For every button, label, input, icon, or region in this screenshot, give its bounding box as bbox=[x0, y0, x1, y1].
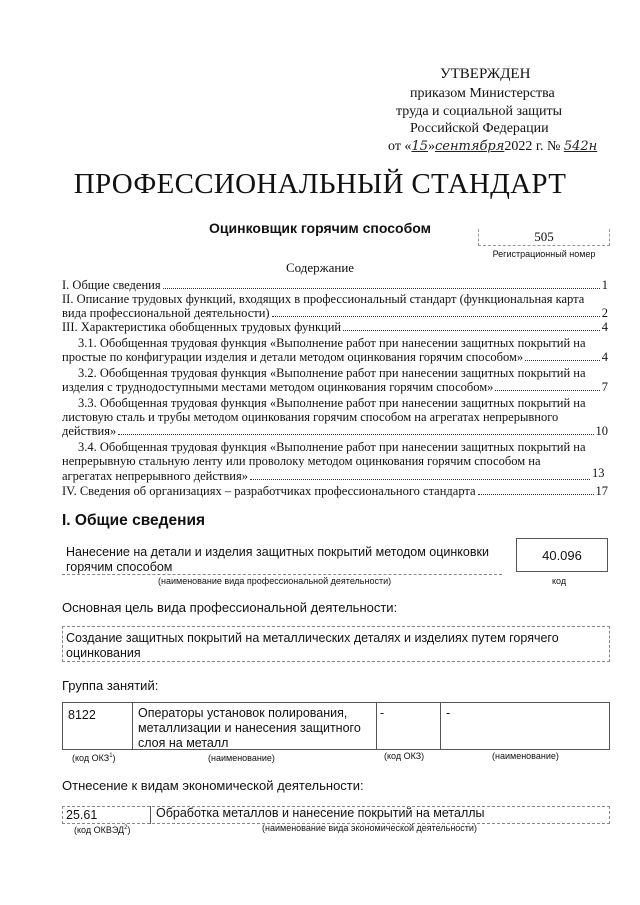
toc-item[interactable] bbox=[62, 350, 608, 364]
approval-date-line bbox=[388, 139, 597, 155]
document-subtitle: Оцинковщик горячим способом bbox=[209, 220, 431, 236]
activity-name: Нанесение на детали и изделия защитных покрытий методом оцинковки bbox=[66, 545, 489, 559]
divider bbox=[132, 702, 133, 750]
toc-item-text: 3.1. Обобщенная трудовая функция «Выполнение работ при нанесении защитных покрытий на bbox=[78, 336, 586, 350]
okz-label: (код ОКЗ$^1$) bbox=[72, 753, 116, 763]
toc-page-number: 13 bbox=[592, 466, 605, 480]
toc-item-text: агрегатах непрерывного действия» bbox=[62, 469, 248, 483]
okz-code: 8122 bbox=[68, 708, 96, 722]
toc-page-number: 4 bbox=[601, 350, 608, 364]
divider bbox=[376, 702, 377, 750]
toc-page-number: 10 bbox=[595, 424, 608, 438]
toc-item[interactable] bbox=[62, 278, 608, 292]
occupation-name: - bbox=[446, 706, 451, 720]
toc-item-text: 3.2. Обобщенная трудовая функция «Выполнение работ при нанесении защитных покрытий на bbox=[78, 366, 586, 380]
divider bbox=[440, 702, 441, 750]
date-year: 2022 г. № bbox=[504, 139, 561, 154]
toc-item-text: действия» bbox=[62, 424, 117, 438]
okved-name-label: (наименование вида экономической деятельности) bbox=[262, 823, 477, 833]
toc-page-number: 2 bbox=[601, 306, 608, 320]
toc-item-text: IV. Сведения об организациях – разработчиках профессионального стандарта bbox=[62, 484, 476, 498]
toc-item-text: 3.4. Обобщенная трудовая функция «Выполнение работ при нанесении защитных покрытий на bbox=[78, 440, 586, 454]
document-title: ПРОФЕССИОНАЛЬНЫЙ СТАНДАРТ bbox=[73, 168, 567, 200]
code-label: код bbox=[552, 576, 567, 586]
toc-item[interactable] bbox=[62, 484, 608, 498]
economic-heading: Отнесение к видам экономической деятельности: bbox=[62, 778, 364, 793]
date-day: 15 bbox=[411, 139, 428, 154]
group-heading: Группа занятий: bbox=[62, 678, 159, 693]
okved-code: 25.61 bbox=[66, 808, 98, 822]
date-mid: » bbox=[427, 139, 435, 154]
okved-code-label: (код ОКВЭД$^2$) bbox=[74, 825, 131, 835]
toc-item-text: III. Характеристика обобщенных трудовых функций bbox=[62, 320, 342, 334]
goal-text: оцинкования bbox=[66, 646, 141, 660]
okz-code: - bbox=[380, 706, 385, 720]
toc-item[interactable] bbox=[62, 469, 592, 483]
toc-page-number: 17 bbox=[595, 484, 608, 498]
toc-item-text: II. Описание трудовых функций, входящих в профессиональный стандарт (функциональная карта bbox=[62, 292, 585, 306]
occupation-name: металлизации и нанесения защитного bbox=[138, 721, 361, 735]
toc-item-text: простые по конфигурации изделия и детали методом оцинкования горячим способом» bbox=[62, 350, 524, 364]
section-heading: I. Общие сведения bbox=[62, 512, 206, 529]
activity-name: горячим способом bbox=[66, 560, 173, 574]
toc-item[interactable] bbox=[62, 424, 608, 438]
divider bbox=[62, 574, 502, 575]
toc-item-text: I. Общие сведения bbox=[62, 278, 161, 292]
toc-item-text: непрерывную стальную ленту или проволоку методом оцинкования горячим способом на bbox=[62, 454, 541, 468]
activity-name-label: (наименование вида профессиональной деятельности) bbox=[158, 576, 392, 586]
toc-item[interactable] bbox=[62, 320, 608, 334]
date-prefix: от « bbox=[388, 139, 412, 154]
date-month: сентября bbox=[434, 139, 505, 154]
approval-line: приказом Министерства bbox=[410, 86, 555, 101]
toc-page-number: 4 bbox=[601, 320, 608, 334]
approval-line: Российской Федерации bbox=[410, 121, 549, 136]
registration-number: 505 bbox=[478, 229, 610, 246]
toc-item-text: листовую сталь и трубы методом оцинкования горячим способом на агрегатах непрерывного bbox=[62, 410, 559, 424]
name-label: (наименование) bbox=[208, 753, 275, 763]
toc-page-number: 7 bbox=[601, 380, 608, 394]
toc-item-text: изделия с труднодоступными местами методом оцинкования горячим способом» bbox=[62, 380, 494, 394]
okz-label: (код ОКЗ) bbox=[384, 751, 425, 761]
name-label: (наименование) bbox=[492, 751, 559, 761]
toc-heading: Содержание bbox=[285, 260, 355, 275]
divider bbox=[150, 806, 151, 824]
order-number: 542н bbox=[563, 139, 598, 154]
toc-page-number: 1 bbox=[601, 278, 608, 292]
approval-heading: УТВЕРЖДЕН bbox=[440, 66, 531, 82]
toc-item[interactable] bbox=[62, 306, 608, 320]
goal-text: Создание защитных покрытий на металлических деталях и изделиях путем горячего bbox=[66, 631, 559, 645]
occupation-name: слоя на металл bbox=[138, 736, 229, 750]
toc-item-text: вида профессиональной деятельности) bbox=[62, 306, 270, 320]
occupation-name: Операторы установок полирования, bbox=[138, 706, 348, 720]
goal-heading: Основная цель вида профессиональной деятельности: bbox=[62, 600, 398, 615]
toc-item[interactable] bbox=[62, 380, 608, 394]
approval-line: труда и социальной защиты bbox=[396, 104, 562, 119]
okved-name: Обработка металлов и нанесение покрытий на металлы bbox=[156, 806, 485, 820]
toc-item-text: 3.3. Обобщенная трудовая функция «Выполнение работ при нанесении защитных покрытий на bbox=[78, 396, 586, 410]
activity-code: 40.096 bbox=[542, 548, 582, 563]
registration-label: Регистрационный номер bbox=[492, 249, 596, 259]
